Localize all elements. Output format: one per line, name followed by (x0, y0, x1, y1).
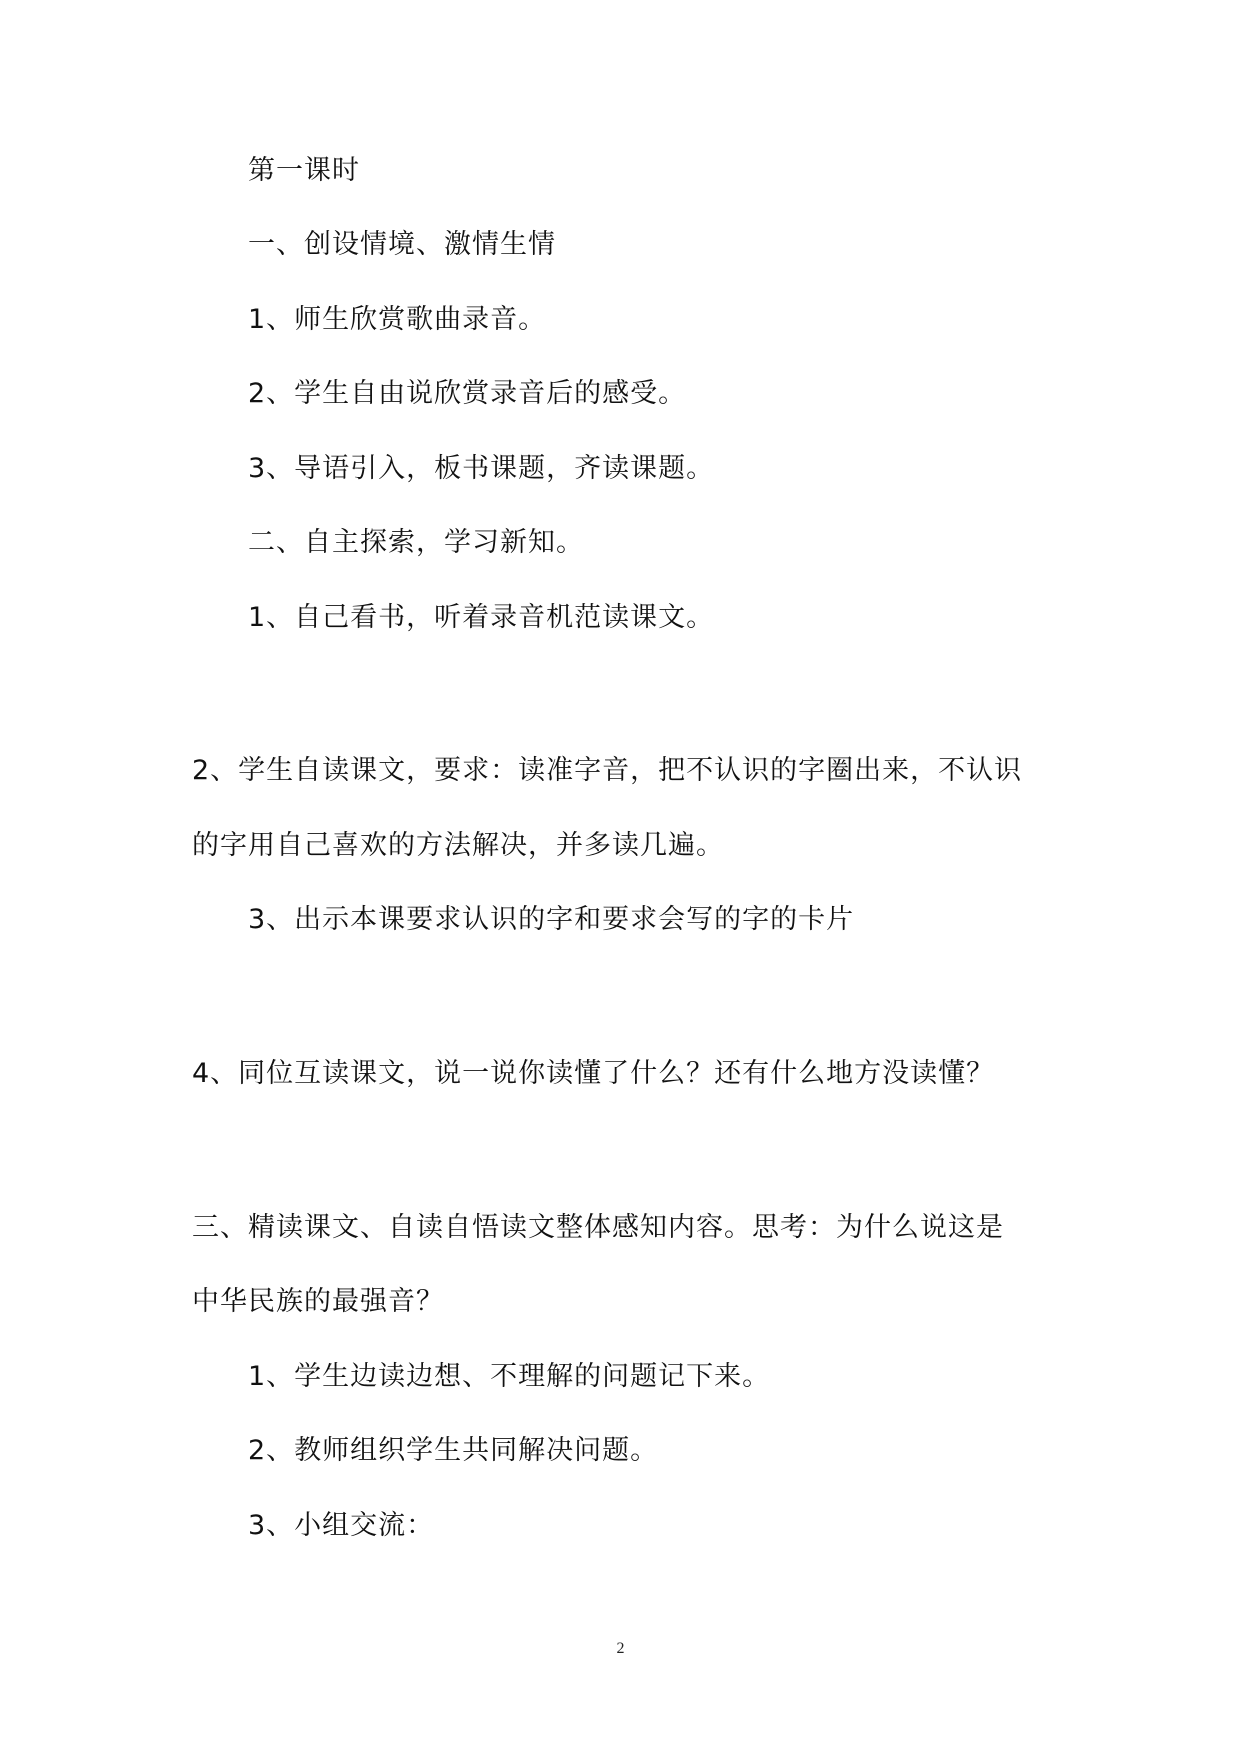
section-heading-3: 三、精读课文、自读自悟读文整体感知内容。思考：为什么说这是 (192, 1212, 1004, 1243)
paragraph: 4、同位互读课文，说一说你读懂了什么？还有什么地方没读懂？ (192, 1058, 995, 1089)
paragraph: 3、出示本课要求认识的字和要求会写的字的卡片 (248, 904, 855, 935)
paragraph: 2、学生自读课文，要求：读准字音，把不认识的字圈出来，不认识 (192, 755, 1023, 786)
paragraph-continuation: 中华民族的最强音？ (192, 1286, 444, 1317)
paragraph: 3、导语引入，板书课题，齐读课题。 (248, 453, 715, 484)
paragraph: 2、教师组织学生共同解决问题。 (248, 1435, 659, 1466)
section-heading-1: 一、创设情境、激情生情 (248, 229, 556, 260)
section-heading-2: 二、自主探索，学习新知。 (248, 527, 584, 558)
paragraph: 1、自己看书，听着录音机范读课文。 (248, 602, 715, 633)
paragraph-continuation: 的字用自己喜欢的方法解决，并多读几遍。 (192, 830, 724, 861)
paragraph: 2、学生自由说欣赏录音后的感受。 (248, 378, 687, 409)
paragraph: 1、师生欣赏歌曲录音。 (248, 304, 547, 335)
lesson-heading: 第一课时 (248, 155, 360, 186)
page-number: 2 (616, 1640, 625, 1657)
paragraph: 1、学生边读边想、不理解的问题记下来。 (248, 1361, 771, 1392)
paragraph: 3、小组交流： (248, 1510, 435, 1541)
